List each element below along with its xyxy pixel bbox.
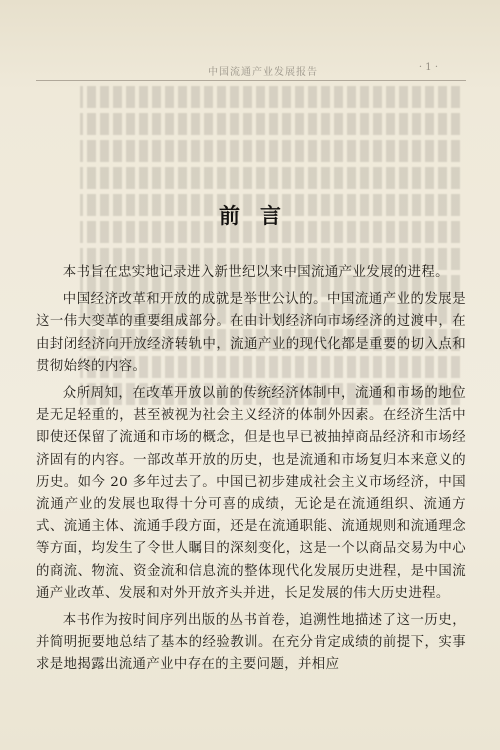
running-head-text: 中国流通产业发展报告 xyxy=(208,67,318,78)
body-text xyxy=(36,262,466,682)
paragraph: 本书作为按时间序列出版的丛书首卷，追溯性地描述了这一历史，并简明扼要地总结了基本的经验教训。在充分肯定成绩的前提下，实事求是地揭露出流通产业中存在的主要问题，并相应 xyxy=(36,613,466,673)
paragraph: 本书旨在忠实地记录进入新世纪以来中国流通产业发展的进程。 xyxy=(62,265,449,280)
page-title: 前言 xyxy=(219,204,301,228)
paragraph: 中国经济改革和开放的成就是举世公认的。中国流通产业的发展是这一伟大变革的重要组成部分。在由计划经济向市场经济的过渡中，在由封闭经济向开放经济转轨中，流通产业的现代化都是重要的切入点和贯彻始终的内容。 xyxy=(36,292,466,374)
page-number: · 1 · xyxy=(418,62,438,73)
running-header xyxy=(36,62,466,81)
paragraph: 众所周知，在改革开放以前的传统经济体制中，流通和市场的地位是无足轻重的，甚至被视为社会主义经济的体制外因素。在经济生活中即使还保留了流通和市场的概念，但是也早已被抽掉商品经济和市场经济固有的内容。一部改革开放的历史，也是流通和市场复归本来意义的历史。如今 20 多年过去了。中国已初步建成社会主义市场经济，中国流通产业的发展也取得十分可喜的成绩，无论是在流通组织、流通方式、流通主体、流通手段方面，还是在流通职能、流通规则和流通理念等方面，均发生了令世人瞩目的深刻变化，这是一个以商品交易为中心的商流、物流、资金流和信息流的整体现代化发展历史进程，是中国流通产业改革、发展和对外开放齐头并进，长足发展的伟大历史进程。 xyxy=(36,386,466,601)
